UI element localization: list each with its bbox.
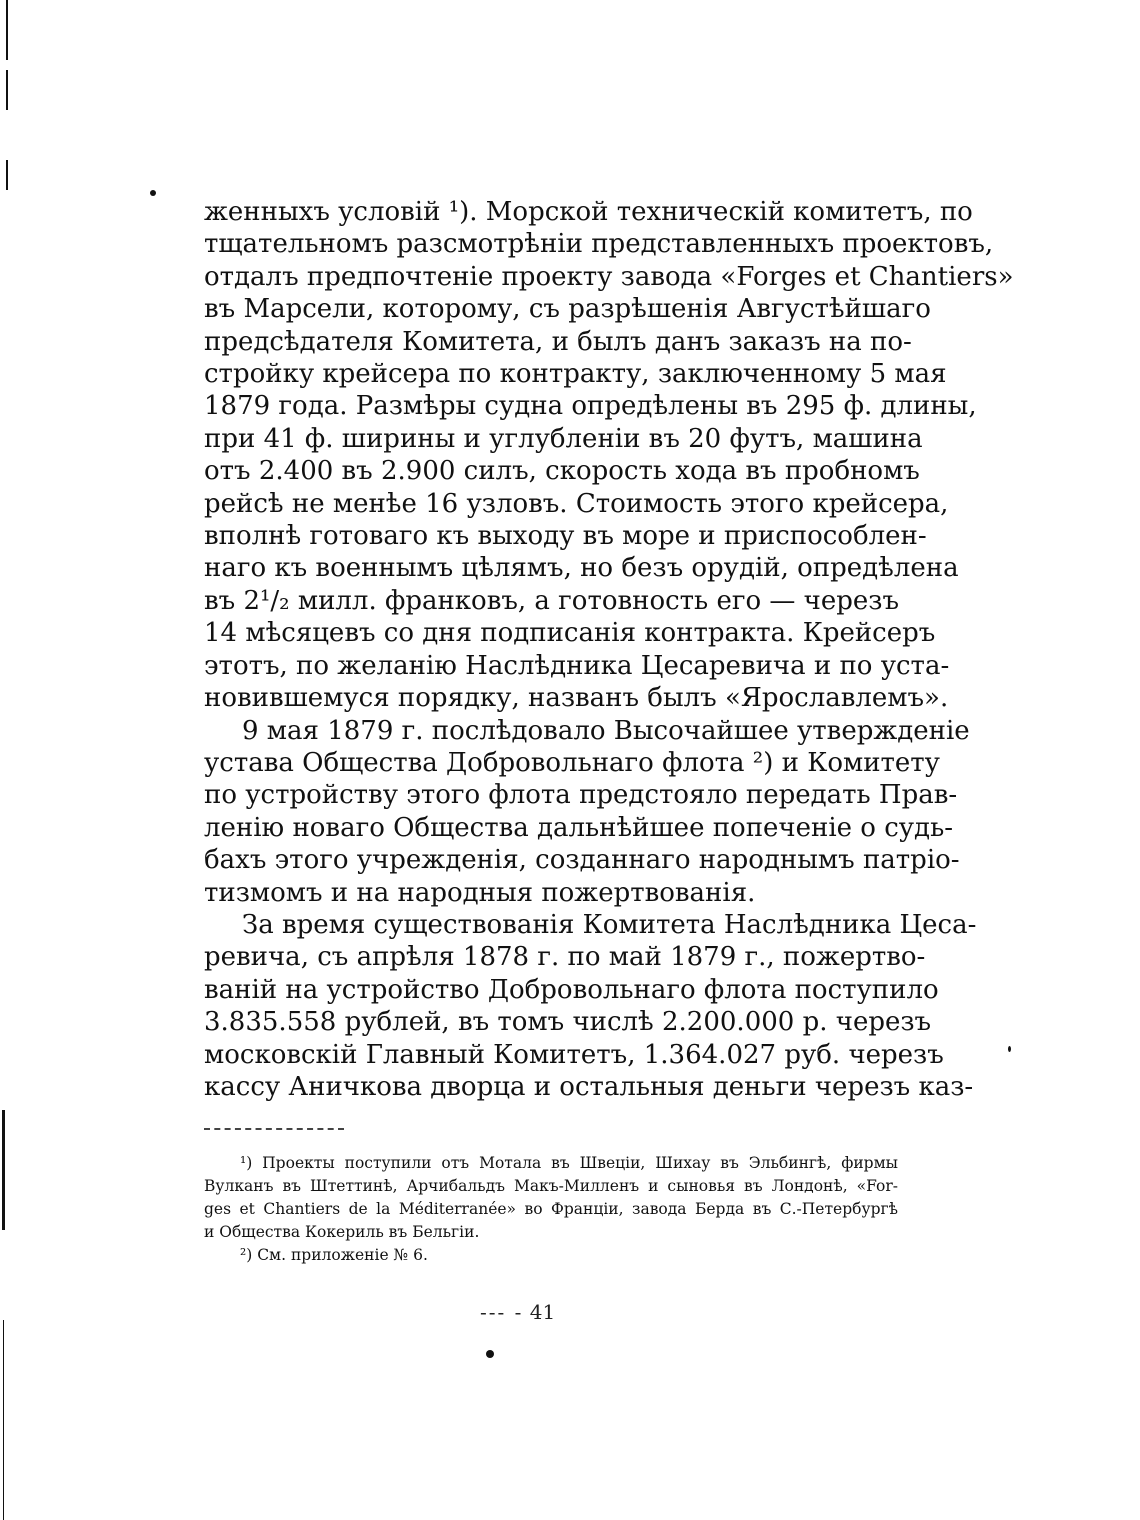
- paragraph-3: [204, 909, 977, 1103]
- text-line: За время существованія Комитета Наслѣдника Цеса-: [242, 909, 977, 940]
- text-line: рейсѣ не менѣе 16 узловъ. Стоимость этого крейсера,: [204, 488, 949, 519]
- page-number-dashes: --- -: [480, 1300, 524, 1324]
- scan-edge-mark: [6, 70, 8, 110]
- scan-edge-mark: [3, 1320, 4, 1520]
- text-line: 1879 года. Размѣры судна опредѣлены въ 295 ф. длины,: [204, 391, 977, 422]
- footnote-separator: [204, 1128, 344, 1130]
- text-line: тизмомъ и на народныя пожертвованія.: [204, 877, 756, 908]
- text-line: устава Общества Добровольнаго флота ²) и Комитету: [204, 747, 940, 778]
- text-line: бахъ этого учрежденія, созданнаго народнымъ патріо-: [204, 845, 960, 876]
- text-line: ленію новаго Общества дальнѣйшее попеченіе о судь-: [204, 812, 954, 843]
- text-line: наго къ военнымъ цѣлямъ, но безъ орудій, опредѣлена: [204, 553, 959, 584]
- text-line: ваній на устройство Добровольнаго флота поступило: [204, 974, 939, 1005]
- page-number-value: 41: [529, 1300, 556, 1324]
- main-body-text: [204, 196, 1014, 1103]
- text-line: по устройству этого флота предстояло передать Прав-: [204, 780, 958, 811]
- footnote-line: ²) См. приложеніе № 6.: [240, 1246, 428, 1264]
- text-line: стройку крейсера по контракту, заключенному 5 мая: [204, 359, 947, 390]
- text-line: тщательномъ разсмотрѣніи представленныхъ проектовъ,: [204, 229, 994, 260]
- footnote-line: и Общества Кокериль въ Бельгіи.: [204, 1223, 480, 1241]
- paragraph-1: [204, 196, 1014, 715]
- text-line: новившемуся порядку, названъ былъ «Ярославлемъ».: [204, 683, 949, 714]
- text-line: этотъ, по желанію Наслѣдника Цесаревича и по уста-: [204, 650, 950, 681]
- text-line: московскій Главный Комитетъ, 1.364.027 руб. черезъ: [204, 1039, 944, 1070]
- scan-dot: [1008, 1046, 1011, 1052]
- text-line: отдалъ предпочтеніе проекту завода «Forges et Chantiers»: [204, 261, 1014, 292]
- scan-dot: [486, 1350, 494, 1358]
- text-line: отъ 2.400 въ 2.900 силъ, скорость хода въ пробномъ: [204, 456, 920, 487]
- scan-dot: [150, 190, 156, 196]
- text-line: въ 2¹/₂ милл. франковъ, а готовность его — черезъ: [204, 585, 899, 616]
- footnote-line: ¹) Проекты поступили отъ Мотала въ Швеціи, Шихау въ Эльбингѣ, фирмы: [240, 1154, 898, 1172]
- footnotes: [204, 1152, 898, 1267]
- footnote-2: [204, 1244, 898, 1267]
- footnote-line: ges et Chantiers de la Méditerranée» во Франціи, завода Берда въ С.-Петербургѣ: [204, 1200, 898, 1218]
- text-line: 14 мѣсяцевъ со дня подписанія контракта. Крейсеръ: [204, 618, 936, 649]
- page-number: [480, 1300, 555, 1324]
- footnote-1: [204, 1152, 898, 1244]
- scan-edge-mark: [6, 160, 8, 190]
- text-line: предсѣдателя Комитета, и былъ данъ заказъ на по-: [204, 326, 912, 357]
- text-line: при 41 ф. ширины и углубленіи въ 20 футъ, машина: [204, 423, 923, 454]
- scan-edge-mark: [6, 0, 8, 60]
- text-line: вполнѣ готоваго къ выходу въ море и приспособлен-: [204, 521, 927, 552]
- paragraph-2: [204, 715, 970, 909]
- scan-edge-mark: [2, 1110, 5, 1230]
- text-line: въ Марсели, которому, съ разрѣшенія Августѣйшаго: [204, 294, 931, 325]
- text-line: ревича, съ апрѣля 1878 г. по май 1879 г., пожертво-: [204, 942, 926, 973]
- text-line: 9 мая 1879 г. послѣдовало Высочайшее утвержденіе: [242, 715, 970, 746]
- footnote-line: Вулканъ въ Штеттинѣ, Арчибальдъ Макъ-Милленъ и сыновья въ Лондонѣ, «For-: [204, 1177, 898, 1195]
- text-line: женныхъ условій ¹). Морской техническій комитетъ, по: [204, 197, 973, 227]
- text-line: 3.835.558 рублей, въ томъ числѣ 2.200.000 р. черезъ: [204, 1007, 932, 1038]
- text-line: кассу Аничкова дворца и остальныя деньги черезъ каз-: [204, 1071, 974, 1102]
